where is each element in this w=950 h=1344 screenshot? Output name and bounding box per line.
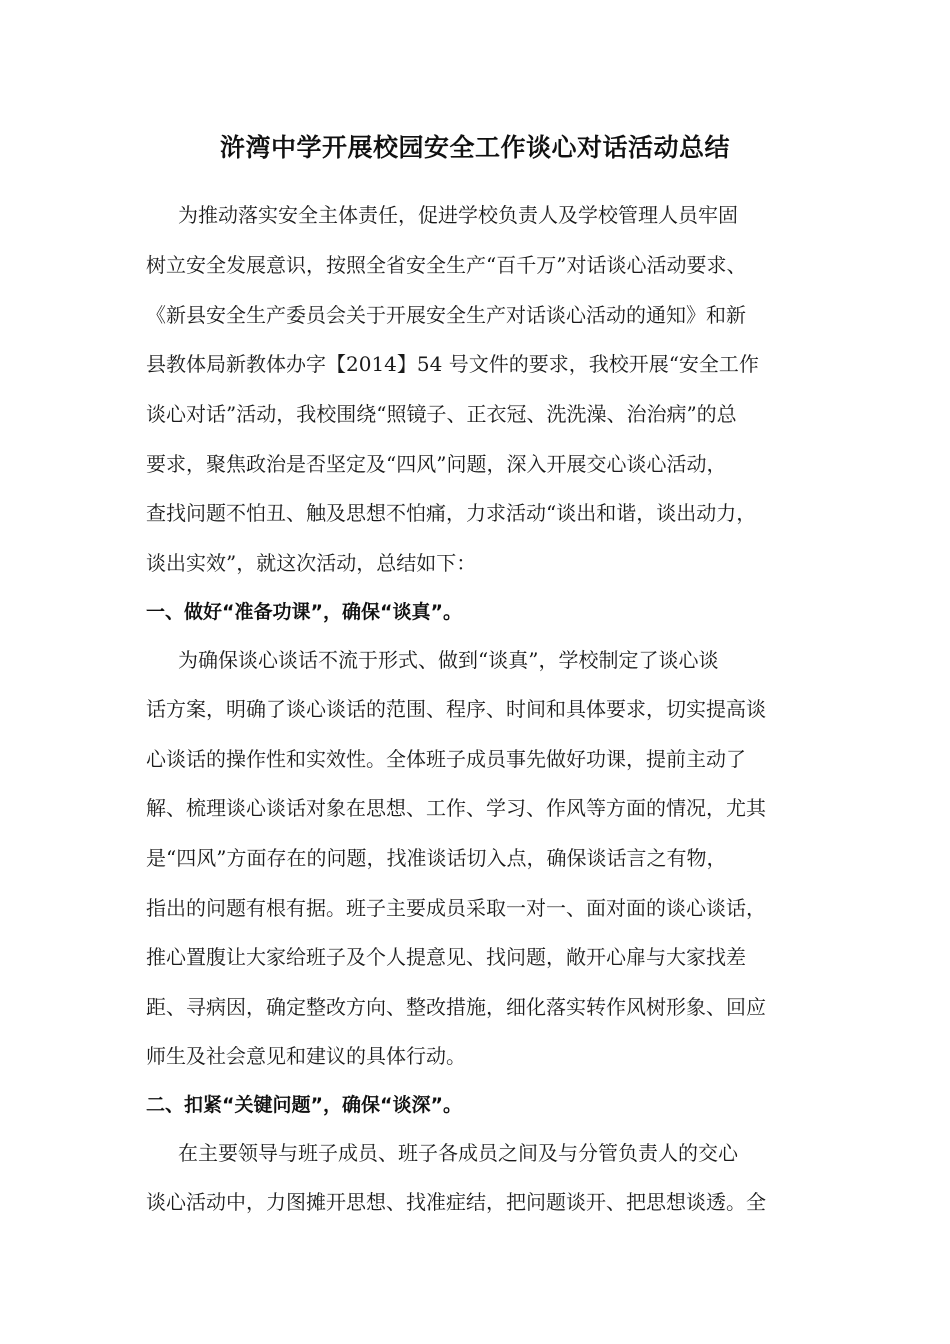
section-heading-1: 一、做好“准备功课”，确保“谈真”。 [146,601,462,623]
paragraph-line: 话方案，明确了谈心谈话的范围、程序、时间和具体要求，切实提高谈 [146,697,766,721]
paragraph-line: 要求，聚焦政治是否坚定及“四风”问题，深入开展交心谈心活动， [146,452,727,476]
paragraph-line: 指出的问题有根有据。班子主要成员采取一对一、面对面的谈心谈话， [146,896,766,920]
paragraph-line: 树立安全发展意识，按照全省安全生产“百千万”对话谈心活动要求、 [146,253,747,277]
paragraph-line: 推心置腹让大家给班子及个人提意见、找问题，敞开心扉与大家找差 [146,945,746,969]
paragraph-line: 距、寻病因，确定整改方向、整改措施，细化落实转作风树形象、回应 [146,995,766,1019]
paragraph-line: 在主要领导与班子成员、班子各成员之间及与分管负责人的交心 [178,1141,738,1165]
paragraph-line: 谈出实效”，就这次活动，总结如下： [146,551,477,575]
paragraph-line: 为确保谈心谈话不流于形式、做到“谈真”，学校制定了谈心谈 [178,648,719,672]
section-heading-2: 二、扣紧“关键问题”，确保“谈深”。 [146,1094,462,1116]
paragraph-line: 县教体局新教体办字【2014】54 号文件的要求，我校开展“安全工作 [146,352,759,376]
paragraph-line: 《新县安全生产委员会关于开展安全生产对话谈心活动的通知》和新 [146,303,746,327]
document-title: 浒湾中学开展校园安全工作谈心对话活动总结 [219,133,730,162]
paragraph-line: 是“四风”方面存在的问题，找准谈话切入点，确保谈话言之有物， [146,846,727,870]
paragraph-line: 查找问题不怕丑、触及思想不怕痛，力求活动“谈出和谐，谈出动力， [146,501,757,525]
paragraph-line: 师生及社会意见和建议的具体行动。 [146,1044,466,1068]
paragraph-line: 为推动落实安全主体责任，促进学校负责人及学校管理人员牢固 [178,203,738,227]
paragraph-line: 解、梳理谈心谈话对象在思想、工作、学习、作风等方面的情况，尤其 [146,796,766,820]
paragraph-line: 心谈话的操作性和实效性。全体班子成员事先做好功课，提前主动了 [146,747,746,771]
paragraph-line: 谈心活动中，力图摊开思想、找准症结，把问题谈开、把思想谈透。全 [146,1190,766,1214]
paragraph-line: 谈心对话”活动，我校围绕“照镜子、正衣冠、洗洗澡、治治病”的总 [146,402,737,426]
